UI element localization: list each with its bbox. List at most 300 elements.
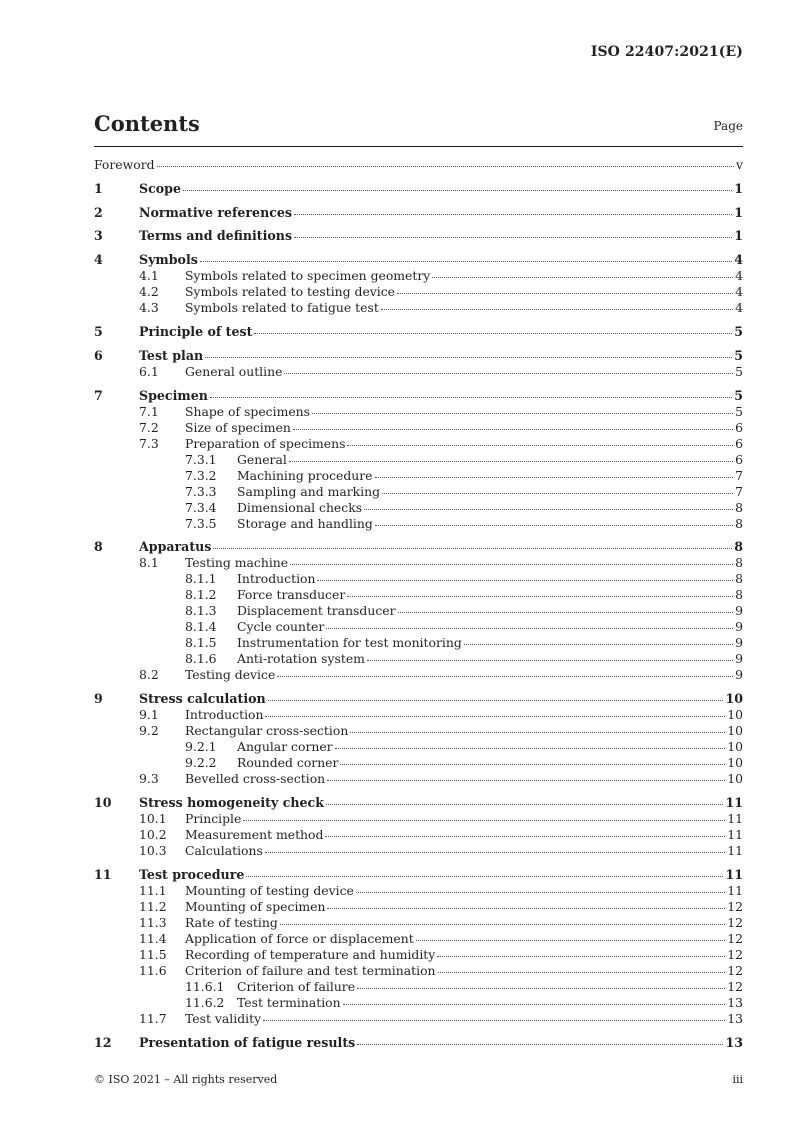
dot-leader <box>347 445 733 446</box>
toc-entry-page: 8 <box>735 571 743 587</box>
toc-entry[interactable] <box>94 899 743 915</box>
toc-entry-number: 8 <box>94 539 103 555</box>
dot-leader <box>205 357 732 358</box>
toc-entry-page: 4 <box>734 252 743 268</box>
toc-entry-number: 4.3 <box>139 300 159 316</box>
toc-entry-title[interactable]: Mounting of specimen <box>185 898 326 914</box>
toc-entry-title[interactable]: Test validity <box>185 1010 262 1026</box>
toc-entry-title[interactable]: Shape of specimens <box>185 403 310 419</box>
toc-entry-title[interactable]: Stress calculation <box>139 691 266 707</box>
toc-entry[interactable] <box>94 723 743 739</box>
toc-entry-number: 10.2 <box>139 826 167 842</box>
toc-entry-number: 7.2 <box>139 419 159 435</box>
toc-entry-line <box>139 539 743 555</box>
toc-entry-line <box>237 995 743 1011</box>
toc-entry-line <box>185 707 743 723</box>
dot-leader <box>265 852 725 853</box>
toc-entry-number: 7.3 <box>139 435 159 451</box>
toc-entry-page: 11 <box>727 826 743 842</box>
toc-entry-page: 4 <box>735 284 743 300</box>
dot-leader <box>210 397 732 398</box>
table-of-contents <box>94 157 743 1051</box>
dot-leader <box>340 764 725 765</box>
toc-entry-line <box>185 771 743 787</box>
toc-entry-number: 12 <box>94 1034 112 1050</box>
toc-entry-line <box>237 587 743 603</box>
toc-entry-title[interactable]: Symbols <box>139 252 198 268</box>
toc-entry-title[interactable]: Testing machine <box>185 555 289 571</box>
toc-entry-title[interactable]: Preparation of specimens <box>185 435 346 451</box>
dot-leader <box>317 580 733 581</box>
toc-entry-title[interactable]: Normative references <box>139 204 293 220</box>
toc-entry-line <box>139 324 743 340</box>
dot-leader <box>347 596 733 597</box>
title-rule <box>94 146 743 147</box>
dot-leader <box>438 972 726 973</box>
toc-entry-number: 8.1.2 <box>185 587 217 603</box>
toc-entry-title[interactable]: Size of specimen <box>185 419 291 435</box>
toc-entry-title[interactable]: Storage and handling <box>237 515 373 531</box>
toc-entry-line <box>139 228 743 244</box>
toc-entry-number: 7.3.2 <box>185 467 217 483</box>
toc-entry-number: 2 <box>94 204 103 220</box>
toc-entry[interactable] <box>94 157 743 173</box>
toc-entry-line <box>185 284 743 300</box>
toc-entry[interactable] <box>94 364 743 380</box>
toc-entry-number: 9 <box>94 691 103 707</box>
dot-leader <box>398 612 734 613</box>
toc-entry[interactable] <box>94 947 743 963</box>
toc-entry[interactable] <box>94 931 743 947</box>
toc-entry[interactable] <box>94 484 743 500</box>
toc-entry-line <box>237 635 743 651</box>
toc-entry-page: 5 <box>734 323 743 339</box>
toc-entry-line <box>237 603 743 619</box>
toc-entry[interactable] <box>94 388 743 404</box>
toc-entry[interactable] <box>94 739 743 755</box>
toc-entry-number: 11.6.2 <box>185 994 225 1010</box>
toc-entry-number: 11 <box>94 866 112 882</box>
toc-entry-title[interactable]: Apparatus <box>139 539 212 555</box>
toc-entry-number: 7.1 <box>139 403 159 419</box>
toc-entry[interactable] <box>94 843 743 859</box>
toc-entry-page: 10 <box>727 739 743 755</box>
dot-leader <box>290 564 733 565</box>
toc-entry-number: 8.1.1 <box>185 571 217 587</box>
page-number: iii <box>732 1073 743 1086</box>
toc-entry-title[interactable]: Principle <box>185 810 242 826</box>
toc-entry[interactable] <box>94 436 743 452</box>
toc-entry-title[interactable]: Instrumentation for test monitoring <box>237 635 462 651</box>
toc-entry-line <box>237 619 743 635</box>
toc-entry-title[interactable]: Specimen <box>139 387 208 403</box>
toc-entry-page: 5 <box>735 403 743 419</box>
toc-entry-number: 6 <box>94 347 103 363</box>
toc-entry-title[interactable]: Rounded corner <box>237 755 339 771</box>
dot-leader <box>289 461 733 462</box>
toc-entry-page: 4 <box>735 268 743 284</box>
toc-entry-page: 8 <box>735 555 743 571</box>
dot-leader <box>294 214 732 215</box>
toc-entry-title[interactable]: Introduction <box>185 707 264 723</box>
page-column-label: Page <box>713 119 743 133</box>
toc-entry[interactable] <box>94 827 743 843</box>
toc-entry[interactable] <box>94 795 743 811</box>
toc-entry-page: 10 <box>727 771 743 787</box>
dot-leader <box>243 820 725 821</box>
toc-entry-page: 12 <box>727 914 743 930</box>
dot-leader <box>375 525 733 526</box>
toc-entry-title[interactable]: Calculations <box>185 842 263 858</box>
toc-entry-number: 6.1 <box>139 363 159 379</box>
toc-entry-page: 8 <box>734 539 743 555</box>
toc-entry-page: 12 <box>727 898 743 914</box>
toc-entry-page: 1 <box>734 180 743 196</box>
dot-leader <box>397 293 733 294</box>
dot-leader <box>213 548 732 549</box>
toc-entry-page: 9 <box>735 603 743 619</box>
dot-leader <box>263 1020 725 1021</box>
toc-entry-number: 9.2.2 <box>185 755 217 771</box>
toc-entry-number: 11.2 <box>139 898 167 914</box>
dot-leader <box>343 1004 726 1005</box>
toc-entry-title[interactable]: Criterion of failure <box>237 978 356 994</box>
toc-entry-page: 5 <box>734 347 743 363</box>
toc-entry-number: 11.5 <box>139 946 167 962</box>
toc-entry-number: 8.1.5 <box>185 635 217 651</box>
dot-leader <box>200 261 732 262</box>
dot-leader <box>432 277 733 278</box>
dot-leader <box>327 780 725 781</box>
dot-leader <box>327 908 725 909</box>
toc-entry-line <box>139 388 743 404</box>
toc-entry-title[interactable]: Sampling and marking <box>237 483 381 499</box>
toc-entry[interactable] <box>94 539 743 555</box>
toc-entry-line <box>139 348 743 364</box>
toc-entry-title[interactable]: Force transducer <box>237 587 346 603</box>
dot-leader <box>325 836 725 837</box>
toc-entry-page: 10 <box>727 755 743 771</box>
toc-entry-page: 10 <box>725 691 743 707</box>
toc-entry-number: 4.1 <box>139 268 159 284</box>
dot-leader <box>293 429 733 430</box>
toc-entry-title[interactable]: Testing device <box>185 667 276 683</box>
toc-entry-line <box>237 452 743 468</box>
dot-leader <box>357 988 725 989</box>
toc-entry-line <box>139 867 743 883</box>
toc-entry-number: 11.1 <box>139 882 167 898</box>
page-title: Contents <box>94 111 200 136</box>
toc-entry-page: 9 <box>735 619 743 635</box>
dot-leader <box>357 1044 723 1045</box>
toc-entry-line <box>185 555 743 571</box>
toc-entry-page: 6 <box>735 435 743 451</box>
toc-entry-title[interactable]: Angular corner <box>237 739 333 755</box>
toc-entry-title[interactable]: Foreword <box>94 157 155 172</box>
toc-entry-line <box>185 667 743 683</box>
toc-entry[interactable] <box>94 500 743 516</box>
toc-entry-title[interactable]: Measurement method <box>185 826 324 842</box>
dot-leader <box>375 477 734 478</box>
toc-entry-line <box>185 436 743 452</box>
toc-entry-line <box>185 899 743 915</box>
toc-entry-page: 8 <box>735 499 743 515</box>
toc-entry-page: 10 <box>727 723 743 739</box>
toc-entry[interactable] <box>94 571 743 587</box>
toc-entry-page: 12 <box>727 978 743 994</box>
toc-entry-title[interactable]: Dimensional checks <box>237 499 363 515</box>
toc-entry-line <box>237 484 743 500</box>
toc-entry-number: 5 <box>94 323 103 339</box>
toc-entry-page: 13 <box>725 1034 743 1050</box>
toc-entry-number: 1 <box>94 180 103 196</box>
dot-leader <box>364 509 733 510</box>
toc-entry-title[interactable]: Test termination <box>237 994 341 1010</box>
toc-entry-line <box>185 268 743 284</box>
toc-entry-number: 8.1.6 <box>185 651 217 667</box>
dot-leader <box>157 166 734 167</box>
toc-entry-page: 6 <box>735 451 743 467</box>
toc-entry-title[interactable]: Bevelled cross-section <box>185 771 326 787</box>
dot-leader <box>326 804 724 805</box>
toc-entry-page: 11 <box>725 794 743 810</box>
dot-leader <box>464 644 733 645</box>
toc-entry-line <box>139 795 743 811</box>
toc-entry-number: 9.1 <box>139 707 159 723</box>
toc-entry-page: 11 <box>727 810 743 826</box>
dot-leader <box>312 413 733 414</box>
toc-entry-line <box>139 205 743 221</box>
toc-entry-title[interactable]: Rectangular cross-section <box>185 723 349 739</box>
toc-entry-number: 10.3 <box>139 842 167 858</box>
toc-entry-line <box>185 843 743 859</box>
toc-entry-page: 12 <box>727 930 743 946</box>
toc-entry-page: 4 <box>735 300 743 316</box>
toc-entry-title[interactable]: Scope <box>139 180 181 196</box>
toc-entry-page: 9 <box>735 667 743 683</box>
toc-entry-title[interactable]: Recording of temperature and humidity <box>185 946 436 962</box>
dot-leader <box>416 940 726 941</box>
copyright-notice: © ISO 2021 – All rights reserved <box>94 1073 278 1086</box>
toc-entry-line <box>185 883 743 899</box>
toc-entry-number: 11.6.1 <box>185 978 225 994</box>
toc-entry-title[interactable]: Terms and definitions <box>139 228 293 244</box>
toc-entry-page: 11 <box>725 866 743 882</box>
toc-entry-page: 6 <box>735 419 743 435</box>
toc-entry-number: 11.7 <box>139 1010 167 1026</box>
toc-entry-title[interactable]: Displacement transducer <box>237 603 396 619</box>
dot-leader <box>265 716 725 717</box>
toc-entry-number: 9.2.1 <box>185 739 217 755</box>
toc-entry-page: v <box>736 157 743 172</box>
toc-entry-line <box>185 915 743 931</box>
toc-entry-line <box>237 516 743 532</box>
toc-entry-line <box>237 500 743 516</box>
toc-entry-title[interactable]: Principle of test <box>139 323 253 339</box>
toc-entry-number: 4.2 <box>139 284 159 300</box>
toc-entry[interactable] <box>94 1035 743 1051</box>
toc-entry-line <box>185 723 743 739</box>
toc-entry-title[interactable]: Criterion of failure and test termination <box>185 962 436 978</box>
toc-entry[interactable] <box>94 420 743 436</box>
toc-entry[interactable] <box>94 867 743 883</box>
toc-entry-title[interactable]: Rate of testing <box>185 914 278 930</box>
toc-entry-page: 11 <box>727 882 743 898</box>
toc-entry-title[interactable]: Symbols related to specimen geometry <box>185 268 431 284</box>
toc-entry-line <box>185 404 743 420</box>
dot-leader <box>326 628 733 629</box>
dot-leader <box>356 892 725 893</box>
toc-entry-page: 1 <box>734 228 743 244</box>
toc-entry-title[interactable]: Anti-rotation system <box>237 651 365 667</box>
toc-entry-title[interactable]: Machining procedure <box>237 467 373 483</box>
dot-leader <box>254 333 732 334</box>
toc-entry[interactable] <box>94 181 743 197</box>
toc-entry[interactable] <box>94 995 743 1011</box>
toc-entry-title[interactable]: Test plan <box>139 347 204 363</box>
toc-entry-line <box>139 181 743 197</box>
toc-entry[interactable] <box>94 979 743 995</box>
toc-entry-line <box>94 157 743 173</box>
toc-entry-line <box>139 1035 743 1051</box>
toc-entry[interactable] <box>94 811 743 827</box>
toc-entry[interactable] <box>94 915 743 931</box>
toc-entry-line <box>237 468 743 484</box>
toc-entry[interactable] <box>94 691 743 707</box>
toc-entry-title[interactable]: Cycle counter <box>237 619 325 635</box>
toc-entry[interactable] <box>94 228 743 244</box>
toc-entry-line <box>237 739 743 755</box>
toc-entry-number: 8.1.3 <box>185 603 217 619</box>
toc-entry-title[interactable]: General outline <box>185 363 283 379</box>
toc-entry-number: 7.3.1 <box>185 451 217 467</box>
toc-entry-number: 7.3.4 <box>185 499 217 515</box>
toc-entry-number: 10 <box>94 794 112 810</box>
toc-entry[interactable] <box>94 555 743 571</box>
toc-entry[interactable] <box>94 771 743 787</box>
toc-entry-page: 5 <box>735 363 743 379</box>
toc-entry-line <box>185 931 743 947</box>
toc-entry-line <box>139 691 743 707</box>
toc-entry-title[interactable]: Introduction <box>237 571 316 587</box>
dot-leader <box>294 237 732 238</box>
dot-leader <box>381 309 733 310</box>
toc-entry[interactable] <box>94 667 743 683</box>
toc-entry[interactable] <box>94 324 743 340</box>
toc-entry-number: 7 <box>94 387 103 403</box>
toc-entry[interactable] <box>94 300 743 316</box>
toc-entry-line <box>185 827 743 843</box>
toc-entry-title[interactable]: Application of force or displacement <box>185 930 414 946</box>
toc-entry-line <box>185 1011 743 1027</box>
toc-entry[interactable] <box>94 404 743 420</box>
toc-entry-title[interactable]: General <box>237 451 287 467</box>
toc-entry[interactable] <box>94 284 743 300</box>
toc-entry-line <box>185 420 743 436</box>
toc-entry[interactable] <box>94 651 743 667</box>
toc-entry-page: 12 <box>727 962 743 978</box>
toc-entry[interactable] <box>94 516 743 532</box>
toc-entry-number: 9.3 <box>139 771 159 787</box>
toc-entry-number: 7.3.5 <box>185 515 217 531</box>
toc-entry[interactable] <box>94 268 743 284</box>
toc-entry-number: 11.4 <box>139 930 167 946</box>
toc-entry-title[interactable]: Stress homogeneity check <box>139 794 324 810</box>
toc-entry[interactable] <box>94 619 743 635</box>
toc-entry[interactable] <box>94 1011 743 1027</box>
toc-entry-title[interactable]: Symbols related to fatigue test <box>185 300 379 316</box>
toc-entry-number: 8.1 <box>139 555 159 571</box>
toc-entry-title[interactable]: Presentation of fatigue results <box>139 1034 356 1050</box>
toc-entry-page: 11 <box>727 842 743 858</box>
toc-entry-number: 11.3 <box>139 914 167 930</box>
toc-entry-title[interactable]: Test procedure <box>139 866 245 882</box>
toc-entry-line <box>237 571 743 587</box>
toc-entry[interactable] <box>94 707 743 723</box>
toc-entry-page: 12 <box>727 946 743 962</box>
toc-entry[interactable] <box>94 635 743 651</box>
toc-entry-line <box>185 811 743 827</box>
toc-entry-line <box>237 651 743 667</box>
toc-entry-number: 3 <box>94 228 103 244</box>
dot-leader <box>277 676 733 677</box>
toc-entry-number: 10.1 <box>139 810 167 826</box>
dot-leader <box>335 748 726 749</box>
toc-entry-title[interactable]: Symbols related to testing device <box>185 284 396 300</box>
toc-entry[interactable] <box>94 348 743 364</box>
dot-leader <box>350 732 725 733</box>
toc-entry-page: 5 <box>734 387 743 403</box>
toc-entry-number: 11.6 <box>139 962 167 978</box>
toc-entry-line <box>139 252 743 268</box>
toc-entry[interactable] <box>94 603 743 619</box>
toc-entry[interactable] <box>94 252 743 268</box>
toc-entry[interactable] <box>94 205 743 221</box>
dot-leader <box>284 373 733 374</box>
toc-entry-number: 8.1.4 <box>185 619 217 635</box>
dot-leader <box>246 876 723 877</box>
toc-entry-number: 8.2 <box>139 667 159 683</box>
toc-entry-page: 8 <box>735 515 743 531</box>
toc-entry-number: 7.3.3 <box>185 483 217 499</box>
toc-entry[interactable] <box>94 755 743 771</box>
toc-entry-page: 13 <box>727 1010 743 1026</box>
toc-entry[interactable] <box>94 452 743 468</box>
toc-entry-number: 9.2 <box>139 723 159 739</box>
toc-entry-page: 10 <box>727 707 743 723</box>
toc-entry-line <box>237 755 743 771</box>
toc-entry-page: 9 <box>735 635 743 651</box>
dot-leader <box>268 700 724 701</box>
document-id: ISO 22407:2021(E) <box>590 44 743 60</box>
toc-entry-page: 7 <box>735 483 743 499</box>
toc-entry-title[interactable]: Mounting of testing device <box>185 882 354 898</box>
toc-entry-page: 1 <box>734 204 743 220</box>
toc-entry-line <box>237 979 743 995</box>
toc-entry[interactable] <box>94 963 743 979</box>
toc-entry-line <box>185 364 743 380</box>
dot-leader <box>382 493 733 494</box>
toc-entry[interactable] <box>94 468 743 484</box>
toc-entry-page: 13 <box>727 994 743 1010</box>
toc-entry[interactable] <box>94 587 743 603</box>
toc-entry-line <box>185 300 743 316</box>
toc-entry[interactable] <box>94 883 743 899</box>
dot-leader <box>280 924 725 925</box>
toc-entry-line <box>185 947 743 963</box>
toc-entry-line <box>185 963 743 979</box>
toc-entry-page: 7 <box>735 467 743 483</box>
